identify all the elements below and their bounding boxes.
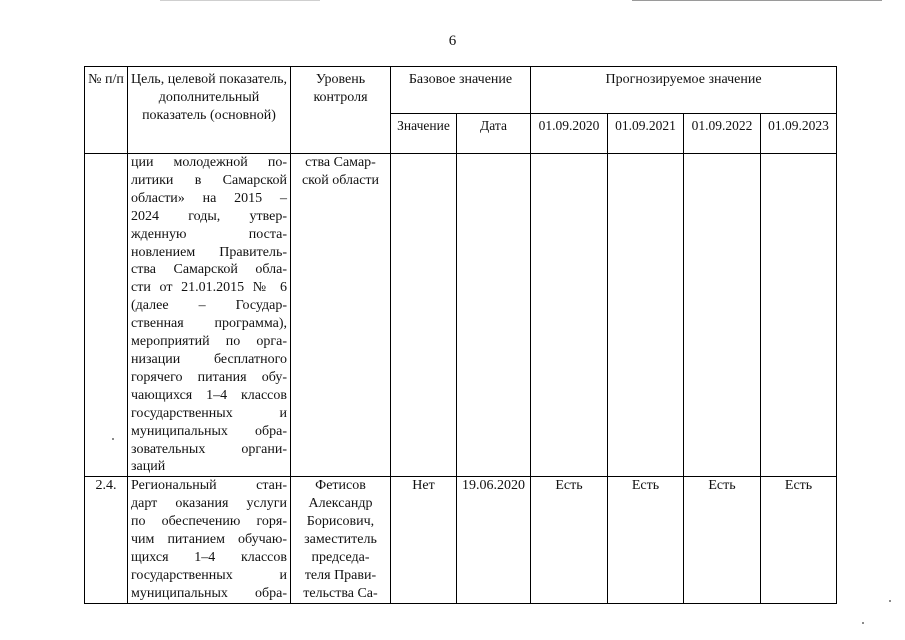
goal-line: государственных и [131, 567, 287, 583]
goal-line: 2024 годы, утвер- [131, 208, 287, 224]
header-base: Базовое значение [391, 67, 531, 114]
goal-line: области» на 2015 – [131, 190, 287, 206]
cont-base-date-cell [457, 154, 531, 477]
table-row [85, 154, 837, 477]
scan-speck [112, 438, 114, 440]
goal-line: чающихся 1–4 классов [131, 387, 287, 403]
control-line: Фетисов [315, 478, 366, 494]
header-forecast: Прогнозируемое значение [531, 67, 837, 114]
goal-line: сти от 21.01.2015 № 6 [131, 280, 287, 296]
row-control-cell [291, 477, 391, 603]
row-num: 2.4. [85, 477, 128, 603]
goal-line: ственная программа), [131, 316, 287, 332]
goal-line: литики в Самарской [131, 172, 287, 188]
header-date-2023: 01.09.2023 [761, 114, 837, 154]
goal-line: по обеспечению горя- [131, 514, 287, 530]
cont-base-value-cell [391, 154, 457, 477]
goal-line: ства Самарской обла- [131, 262, 287, 278]
control-line: председа- [311, 549, 370, 565]
control-line: тельства Са- [303, 585, 378, 601]
row-forecast-2023: Есть [761, 477, 837, 603]
goal-line: дарт оказания услуги [131, 496, 287, 512]
goal-line: чим питанием обучаю- [131, 532, 287, 548]
scan-speck [862, 622, 864, 624]
header-date-2022: 01.09.2022 [684, 114, 761, 154]
goal-line: новлением Правитель- [131, 244, 287, 260]
control-line: заместитель [304, 532, 377, 548]
cont-forecast-2020-cell [531, 154, 608, 477]
header-goal: Цель, целевой показатель, дополнительный показатель (основной) [128, 67, 291, 154]
cont-num-cell [85, 154, 128, 477]
goal-line: мероприятий по орга- [131, 334, 287, 350]
row-forecast-2020: Есть [531, 477, 608, 603]
page-number: 6 [448, 33, 457, 49]
scan-speck [889, 600, 891, 602]
goal-line: муниципальных обра- [131, 585, 287, 601]
cont-goal-cell [128, 154, 291, 477]
control-line: Александр [308, 496, 373, 512]
goal-line: Региональный стан- [131, 478, 287, 494]
goal-line: жденную поста- [131, 226, 287, 242]
indicators-table [84, 66, 837, 604]
goal-line: государственных и [131, 405, 287, 421]
cont-forecast-2023-cell [761, 154, 837, 477]
control-line: Борисович, [306, 514, 375, 530]
header-base-date: Дата [457, 114, 531, 154]
header-num: № п/п [85, 67, 128, 154]
header-date-2021: 01.09.2021 [608, 114, 684, 154]
goal-line: зовательных органи- [131, 441, 287, 457]
goal-line: горячего питания обу- [131, 369, 287, 385]
goal-line: муниципальных обра- [131, 423, 287, 439]
goal-line: ции молодежной по- [131, 155, 287, 170]
control-line: теля Прави- [304, 567, 377, 583]
top-edge-line-right [632, 0, 882, 1]
cont-forecast-2021-cell [608, 154, 684, 477]
goal-line: щихся 1–4 классов [131, 549, 287, 565]
cont-forecast-2022-cell [684, 154, 761, 477]
table-row [85, 477, 837, 603]
goal-line: (далее – Государ- [131, 298, 287, 314]
control-line: ской области [301, 172, 380, 188]
row-base-date: 19.06.2020 [457, 477, 531, 603]
row-forecast-2021: Есть [608, 477, 684, 603]
header-base-value: Значение [391, 114, 457, 154]
row-forecast-2022: Есть [684, 477, 761, 603]
goal-line: заций [131, 459, 166, 475]
header-date-2020: 01.09.2020 [531, 114, 608, 154]
row-base-value: Нет [391, 477, 457, 603]
cont-control-cell [291, 154, 391, 477]
goal-line: низации бесплатного [131, 351, 287, 367]
header-control: Уровень контроля [291, 67, 391, 154]
row-goal-cell [128, 477, 291, 603]
control-line: ства Самар- [305, 155, 376, 170]
top-edge-line-left [160, 0, 320, 1]
